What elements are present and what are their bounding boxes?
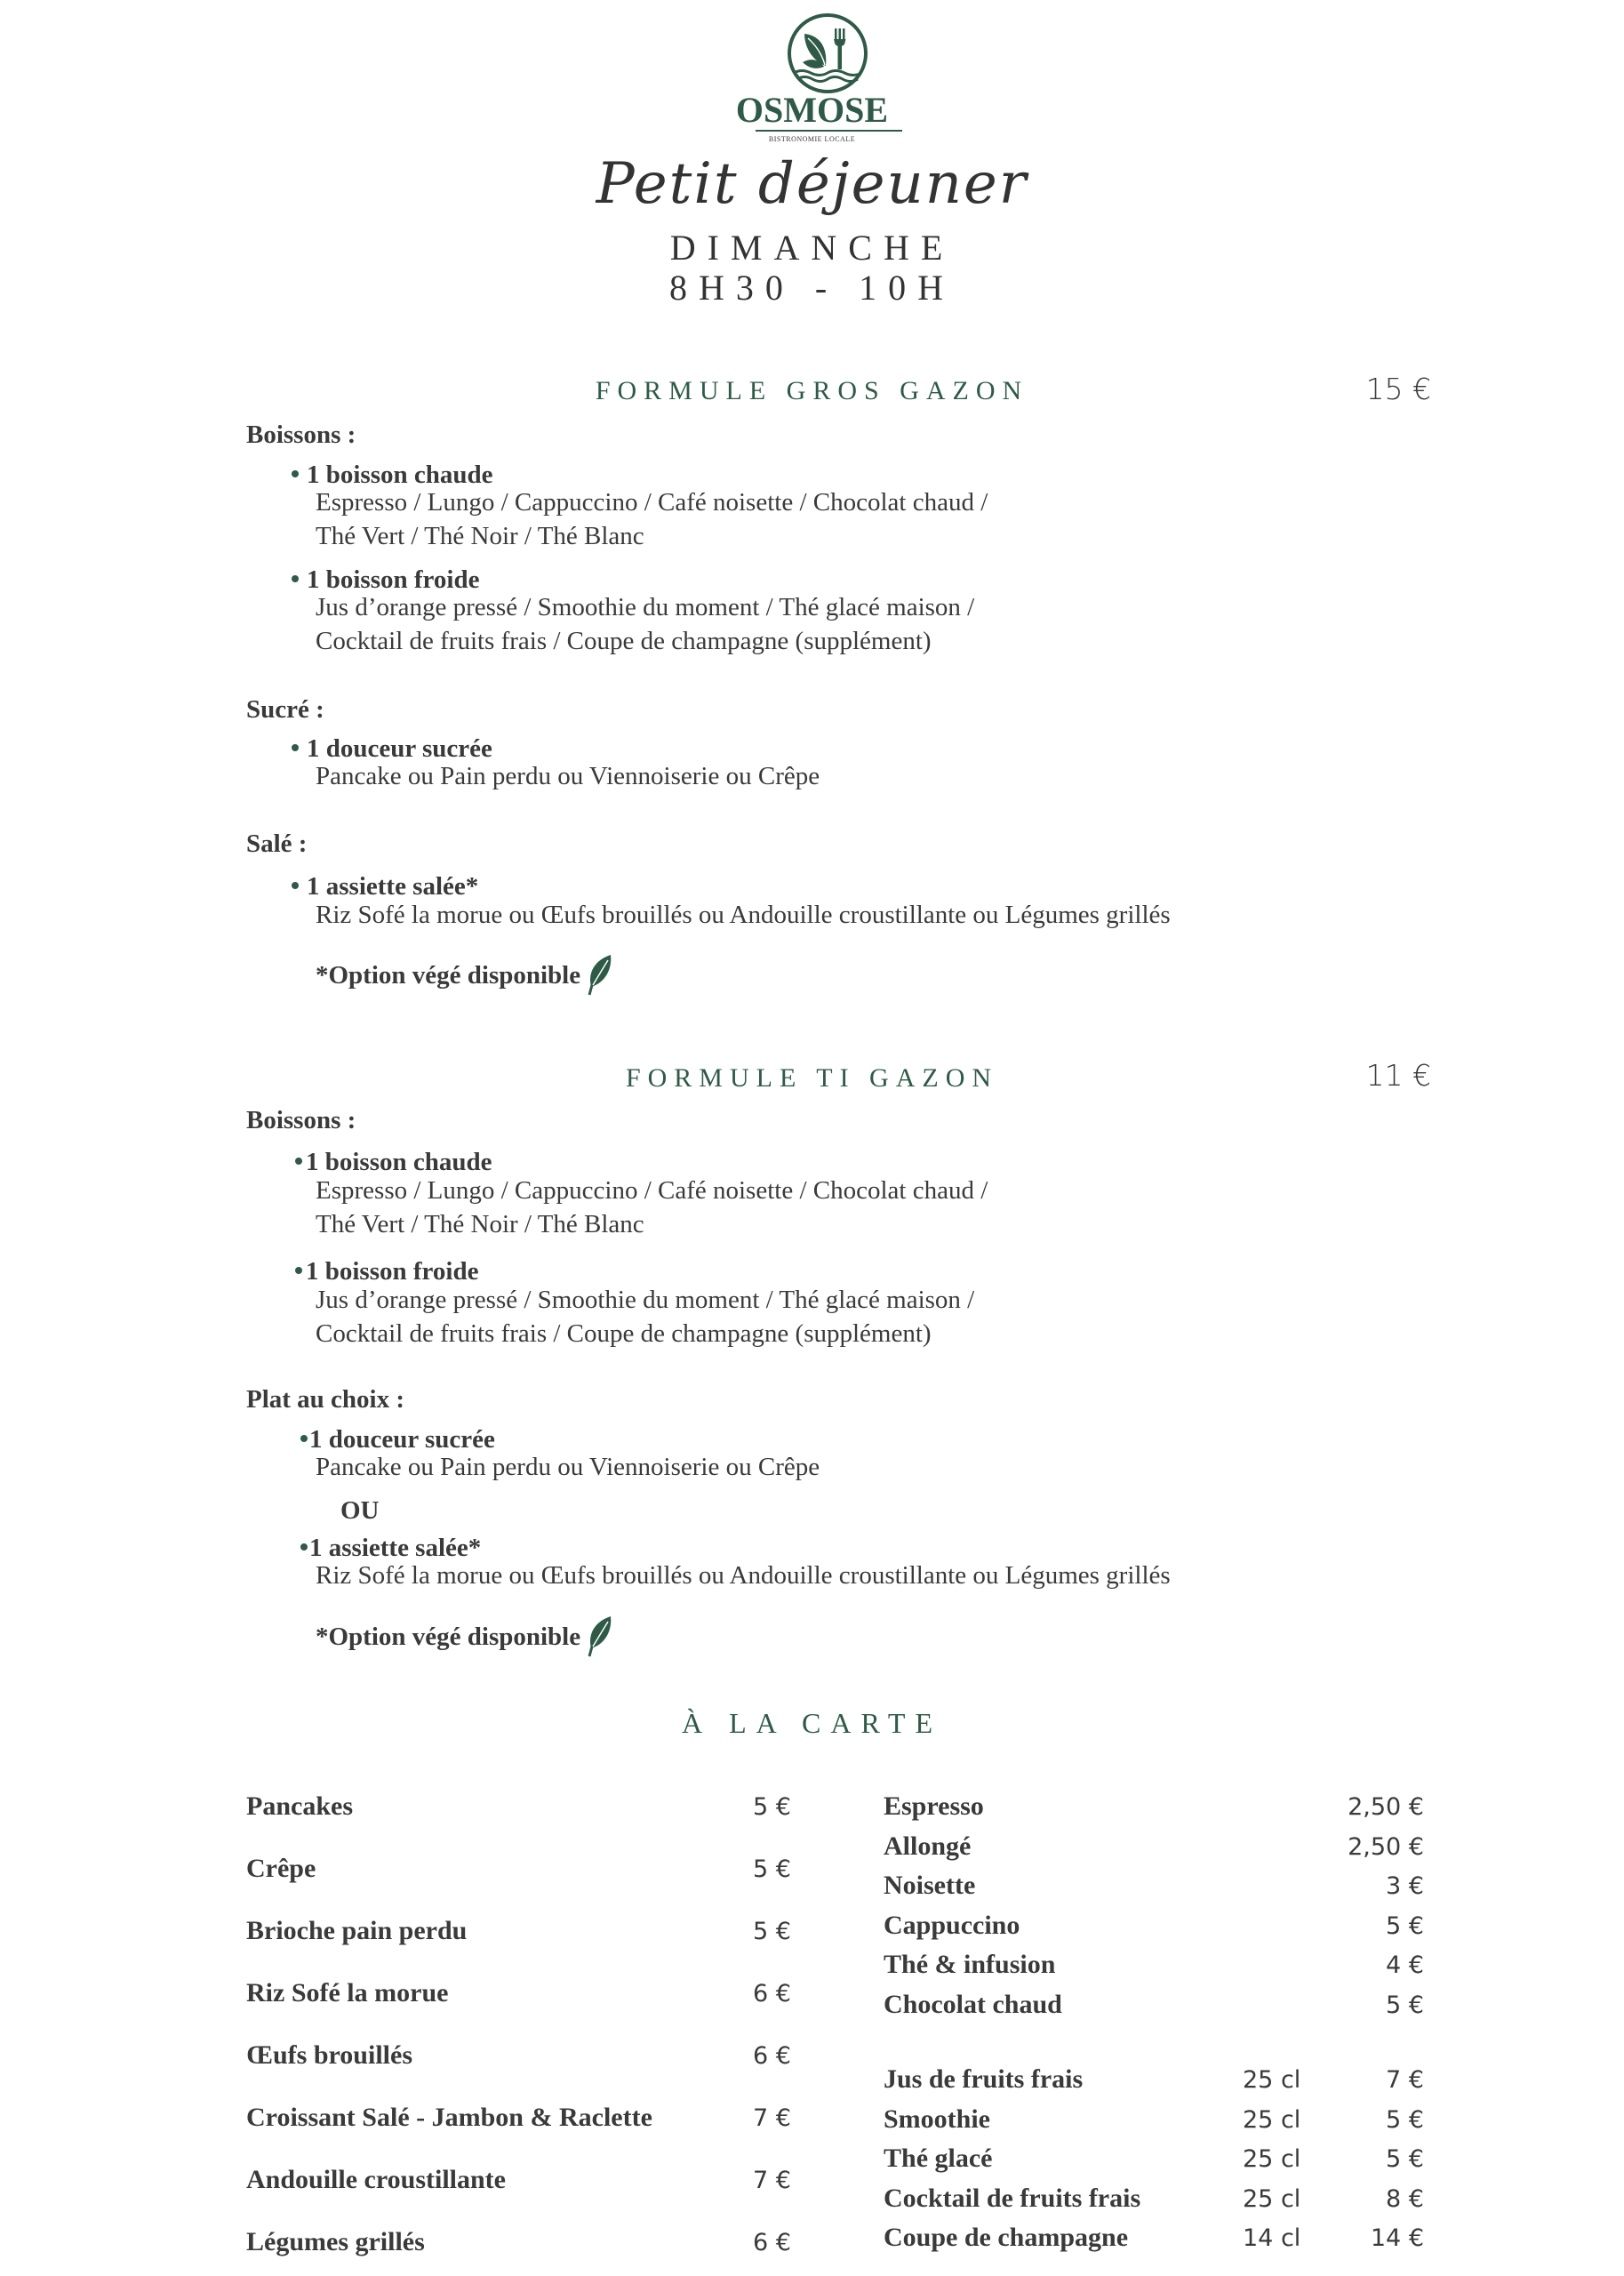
item-name: 1 douceur sucrée	[307, 734, 492, 763]
cold-drink-price: 14 €	[1370, 2224, 1424, 2252]
menu-item-assiette-salee	[292, 872, 478, 902]
item-description: Espresso / Lungo / Cappuccino / Café noisette / Chocolat chaud /	[316, 1176, 988, 1205]
menu-item-douceur-sucree	[292, 734, 492, 764]
cold-drink-price: 7 €	[1386, 2066, 1424, 2094]
hot-drink-name: Thé & infusion	[884, 1950, 1056, 1979]
section-label-boissons: Boissons :	[246, 421, 356, 449]
bullet-icon	[292, 470, 299, 477]
item-name: 1 boisson chaude	[306, 1148, 492, 1176]
cold-drink-name: Thé glacé	[884, 2144, 993, 2173]
food-item-price: 5 €	[753, 1793, 791, 1821]
bullet-icon	[292, 882, 299, 889]
bullet-icon	[292, 575, 299, 582]
item-name: 1 douceur sucrée	[309, 1425, 495, 1454]
item-description: Thé Vert / Thé Noir / Thé Blanc	[316, 522, 644, 550]
page-title: Petit déjeuner	[596, 151, 1028, 217]
hot-drink-name: Chocolat chaud	[884, 1989, 1062, 2019]
menu-item-boisson-froide	[292, 565, 479, 595]
veg-note-text: *Option végé disponible	[316, 1623, 581, 1651]
food-item-price: 7 €	[753, 2167, 791, 2194]
formule-ti-gazon-price: 11 €	[1365, 1058, 1431, 1093]
section-label-boissons: Boissons :	[246, 1106, 356, 1134]
section-label-plat-au-choix: Plat au choix :	[246, 1385, 405, 1414]
cold-drink-volume: 14 cl	[1243, 2224, 1301, 2252]
cold-drink-volume: 25 cl	[1243, 2105, 1301, 2134]
cold-drink-price: 5 €	[1386, 2105, 1424, 2134]
cold-drink-volume: 25 cl	[1243, 2066, 1301, 2094]
food-item-name: Croissant Salé - Jambon & Raclette	[246, 2103, 652, 2132]
bullet-icon	[300, 1435, 308, 1442]
hot-drink-price: 4 €	[1386, 1951, 1424, 1979]
food-item-name: Légumes grillés	[246, 2227, 425, 2256]
food-item-name: Brioche pain perdu	[246, 1916, 468, 1945]
cold-drink-volume: 25 cl	[1243, 2145, 1301, 2173]
hot-drink-name: Noisette	[884, 1871, 976, 1900]
a-la-carte-title: À LA CARTE	[682, 1707, 942, 1739]
cold-drink-price: 8 €	[1386, 2184, 1424, 2213]
item-name: 1 boisson froide	[306, 1257, 479, 1286]
item-description: Thé Vert / Thé Noir / Thé Blanc	[316, 1210, 644, 1238]
cold-drink-name: Cocktail de fruits frais	[884, 2183, 1141, 2213]
food-item-name: Crêpe	[246, 1854, 316, 1883]
menu-item-boisson-chaude	[295, 1148, 492, 1177]
formule-ti-gazon-title: FORMULE TI GAZON	[625, 1063, 999, 1093]
cold-drink-name: Smoothie	[884, 2104, 990, 2134]
item-description: Cocktail de fruits frais / Coupe de champagne (supplément)	[316, 627, 932, 655]
formule-gros-gazon-price: 15 €	[1365, 372, 1431, 406]
food-item-price: 5 €	[753, 1918, 791, 1945]
hot-drink-name: Espresso	[884, 1791, 984, 1821]
bullet-icon	[295, 1267, 302, 1274]
food-item-price: 6 €	[753, 2229, 791, 2256]
leaf-icon	[584, 1615, 614, 1657]
food-item-price: 5 €	[753, 1855, 791, 1883]
bullet-icon	[295, 1158, 302, 1165]
menu-item-boisson-chaude	[292, 461, 493, 490]
food-item-name: Andouille croustillante	[246, 2165, 506, 2194]
brand-name: OSMOSE	[735, 90, 889, 130]
food-item-price: 6 €	[753, 2042, 791, 2070]
veg-note-text: *Option végé disponible	[316, 961, 581, 990]
osmose-logo	[785, 11, 870, 96]
item-description: Pancake ou Pain perdu ou Viennoiserie ou Crêpe	[316, 1453, 820, 1481]
item-description: Riz Sofé la morue ou Œufs brouillés ou Andouille croustillante ou Légumes grillés	[316, 1561, 1171, 1590]
leaf-icon	[584, 953, 614, 996]
bullet-icon	[300, 1543, 308, 1551]
veg-option-note	[316, 1609, 614, 1652]
section-label-sucre: Sucré :	[246, 695, 324, 724]
choice-separator: OU	[340, 1496, 380, 1525]
hot-drink-price: 5 €	[1386, 1911, 1424, 1940]
item-name: 1 boisson froide	[307, 565, 480, 594]
bullet-icon	[292, 744, 299, 751]
veg-option-note	[316, 948, 614, 990]
service-day: DIMANCHE	[669, 228, 955, 268]
food-item-name: Riz Sofé la morue	[246, 1978, 449, 2008]
hot-drink-price: 2,50 €	[1348, 1832, 1424, 1861]
item-description: Riz Sofé la morue ou Œufs brouillés ou Andouille croustillante ou Légumes grillés	[316, 901, 1171, 929]
item-name: 1 assiette salée*	[307, 872, 479, 901]
menu-item-douceur-sucree	[300, 1425, 495, 1455]
cold-drink-price: 5 €	[1386, 2145, 1424, 2173]
cold-drink-volume: 25 cl	[1243, 2184, 1301, 2213]
hot-drink-price: 5 €	[1386, 1991, 1424, 2019]
service-hours: 8H30 - 10H	[668, 268, 956, 308]
item-name: 1 assiette salée*	[309, 1534, 482, 1562]
hot-drink-name: Allongé	[884, 1831, 972, 1861]
brand-tagline: BISTRONOMIE LOCALE	[768, 135, 856, 143]
formule-gros-gazon-title: FORMULE GROS GAZON	[595, 376, 1029, 405]
cold-drink-name: Jus de fruits frais	[884, 2064, 1084, 2094]
food-item-price: 7 €	[753, 2104, 791, 2132]
hot-drink-price: 2,50 €	[1348, 1793, 1424, 1821]
cold-drink-name: Coupe de champagne	[884, 2223, 1129, 2252]
item-description: Cocktail de fruits frais / Coupe de champagne (supplément)	[316, 1319, 932, 1348]
hot-drink-name: Cappuccino	[884, 1910, 1020, 1940]
item-name: 1 boisson chaude	[307, 461, 493, 489]
menu-item-boisson-froide	[295, 1257, 478, 1286]
menu-item-assiette-salee	[300, 1534, 481, 1563]
item-description: Jus d’orange pressé / Smoothie du moment / Thé glacé maison /	[316, 1286, 975, 1314]
item-description: Espresso / Lungo / Cappuccino / Café noisette / Chocolat chaud /	[316, 488, 988, 517]
food-item-price: 6 €	[753, 1980, 791, 2008]
hot-drink-price: 3 €	[1386, 1872, 1424, 1900]
item-description: Jus d’orange pressé / Smoothie du moment / Thé glacé maison /	[316, 593, 975, 621]
brand-divider	[756, 130, 902, 132]
food-item-name: Œufs brouillés	[246, 2040, 412, 2070]
section-label-sale: Salé :	[246, 829, 308, 858]
item-description: Pancake ou Pain perdu ou Viennoiserie ou Crêpe	[316, 762, 820, 790]
food-item-name: Pancakes	[246, 1791, 353, 1821]
